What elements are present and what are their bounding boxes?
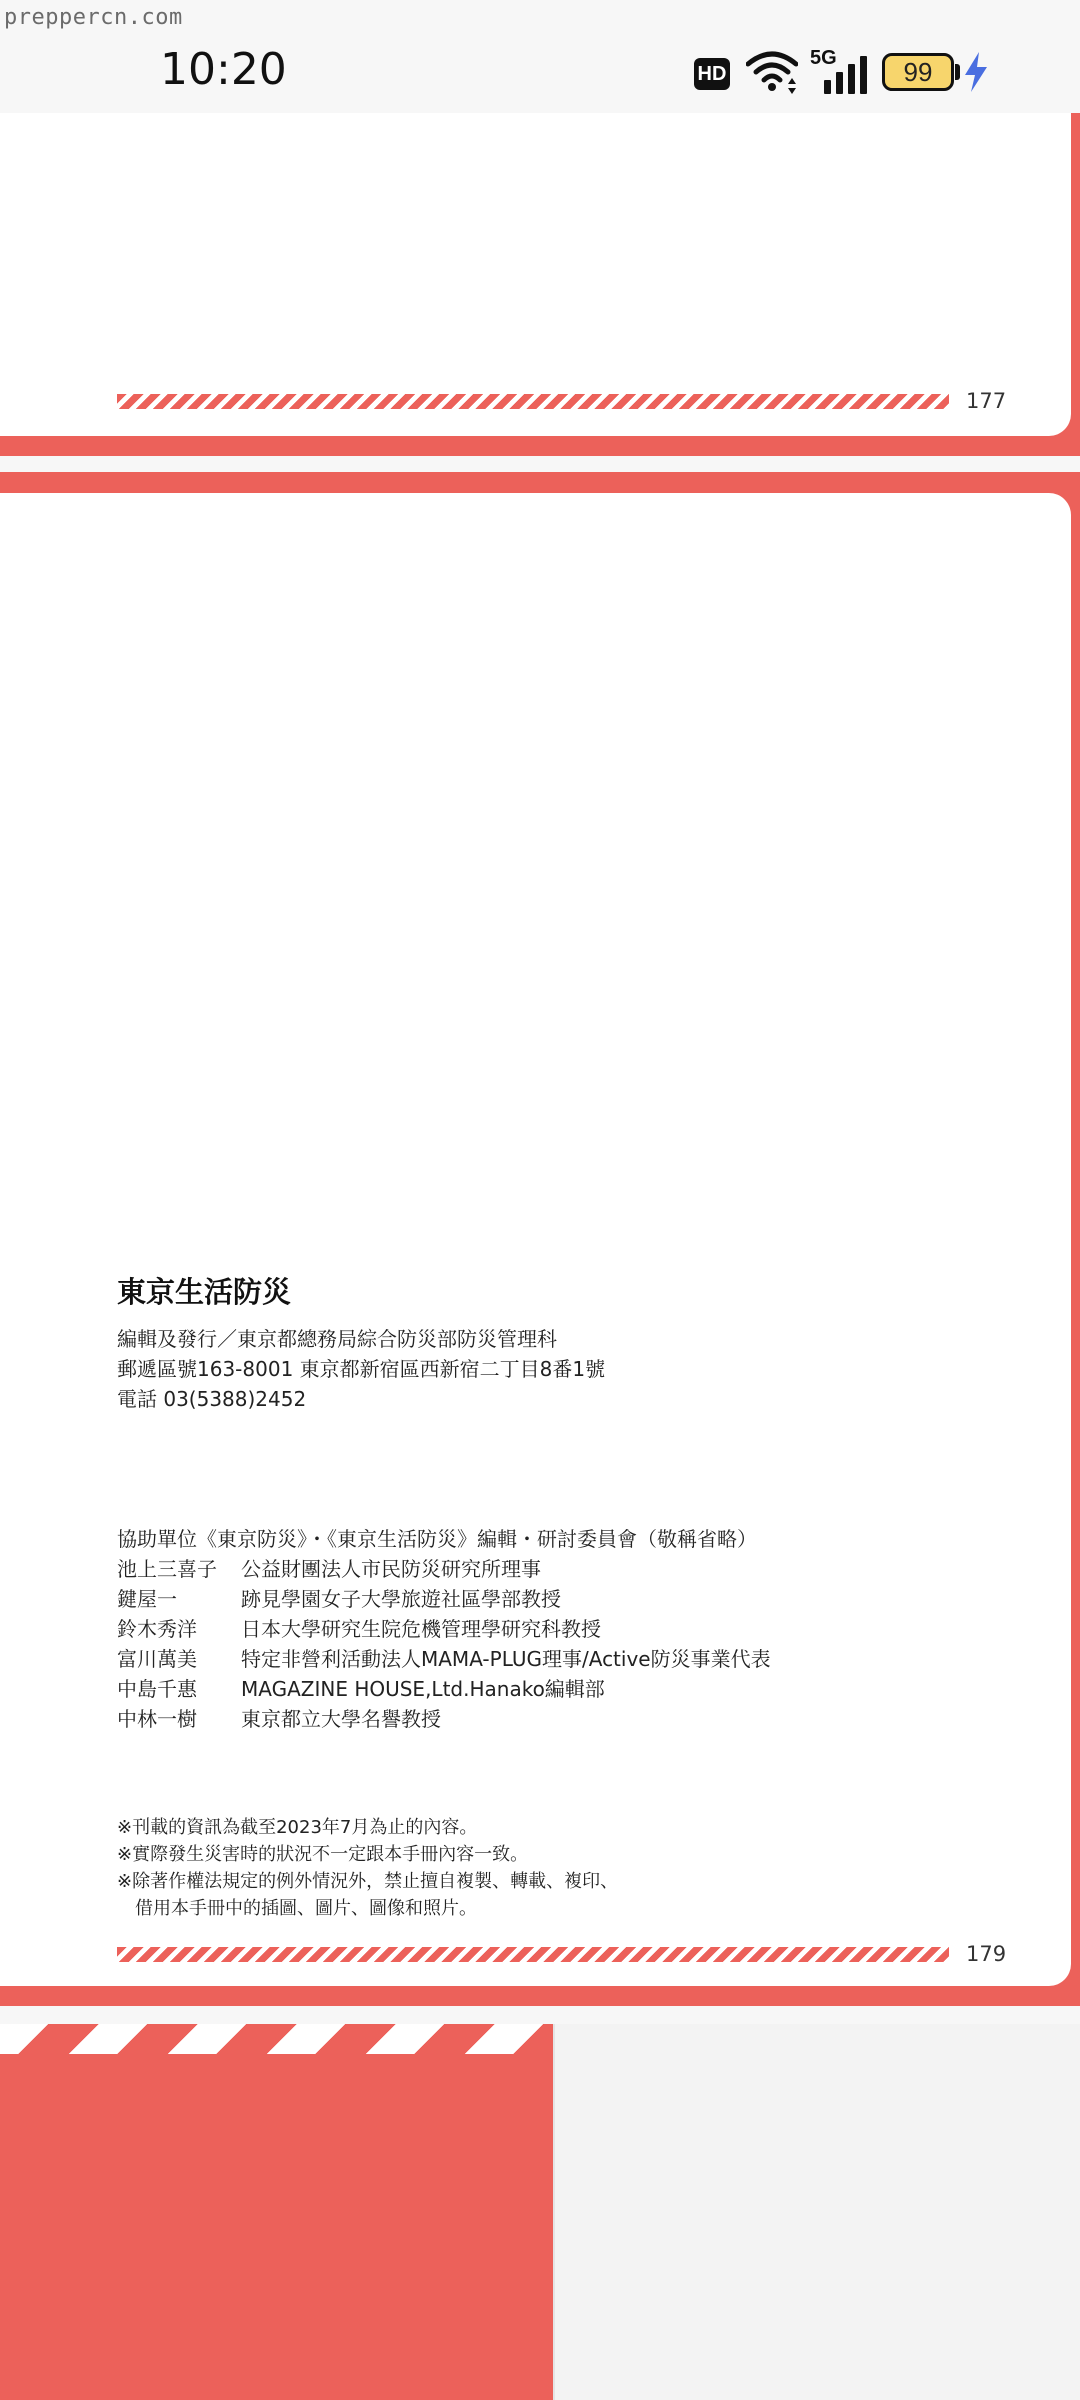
member-name: 池上三喜子 (117, 1557, 217, 1581)
status-bar (0, 0, 1080, 113)
hd-icon: HD (694, 58, 730, 90)
publisher-line: 編輯及發行／東京都總務局綜合防災部防災管理科 (117, 1327, 557, 1351)
page-sheet (0, 113, 1071, 436)
note-line: 借用本手冊中的插圖、圖片、圖像和照片。 (117, 1898, 477, 1919)
member-name: 鍵屋一 (117, 1587, 177, 1611)
member-name: 中林一樹 (117, 1707, 197, 1731)
committee-member (117, 1553, 541, 1582)
phone-line: 電話 03(5388)2452 (117, 1387, 307, 1411)
member-role: 特定非營利活動法人MAMA-PLUG理事/Active防災事業代表 (241, 1647, 771, 1671)
page-179[interactable] (0, 493, 1071, 1986)
committee-heading: 協助單位《東京防災》・《東京生活防災》編輯・研討委員會（敬稱省略） (117, 1527, 757, 1551)
cellular-signal (810, 48, 868, 94)
page-gap (0, 456, 1080, 472)
member-role: 日本大學研究生院危機管理學研究科教授 (241, 1617, 601, 1641)
page-number: 179 (966, 1942, 1007, 1966)
member-name: 富川萬美 (117, 1647, 197, 1671)
footer-stripe (117, 1947, 949, 1962)
postal-address-line: 郵遞區號163-8001 東京都新宿區西新宿二丁目8番1號 (117, 1357, 606, 1381)
member-role: MAGAZINE HOUSE,Ltd.Hanako編輯部 (241, 1677, 605, 1701)
note-line: ※除著作權法規定的例外情況外，禁止擅自複製、轉載、複印、 (117, 1871, 619, 1892)
page-edge (553, 2024, 555, 2400)
member-name: 鈴木秀洋 (117, 1617, 197, 1641)
member-role: 跡見學園女子大學旅遊社區學部教授 (241, 1587, 561, 1611)
page-gap (0, 2006, 1080, 2024)
next-page-cover[interactable] (0, 2024, 553, 2400)
committee-member (117, 1613, 601, 1642)
cover-stripe-band (0, 2024, 553, 2054)
signal-icon (814, 52, 870, 96)
battery-tip (955, 64, 960, 80)
watermark: preppercn.com (4, 5, 183, 30)
committee-member (117, 1703, 441, 1732)
publication-title: 東京生活防災 (117, 1275, 292, 1309)
member-name: 中島千惠 (117, 1677, 197, 1701)
page-number: 177 (966, 389, 1007, 413)
note-line: ※刊載的資訊為截至2023年7月為止的內容。 (117, 1817, 478, 1838)
committee-member (117, 1673, 605, 1702)
committee-member (117, 1643, 771, 1672)
network-type-label: 5G (810, 47, 837, 69)
note-line: ※實際發生災害時的狀況不一定跟本手冊內容一致。 (117, 1844, 529, 1865)
footer-stripe (117, 394, 949, 409)
charging-icon (963, 52, 989, 92)
committee-member (117, 1583, 561, 1612)
battery-icon: 99 (882, 53, 954, 91)
status-time: 10:20 (160, 44, 287, 95)
member-role: 公益財團法人市民防災研究所理事 (241, 1557, 541, 1581)
member-role: 東京都立大學名譽教授 (241, 1707, 441, 1731)
wifi-icon (746, 50, 798, 94)
